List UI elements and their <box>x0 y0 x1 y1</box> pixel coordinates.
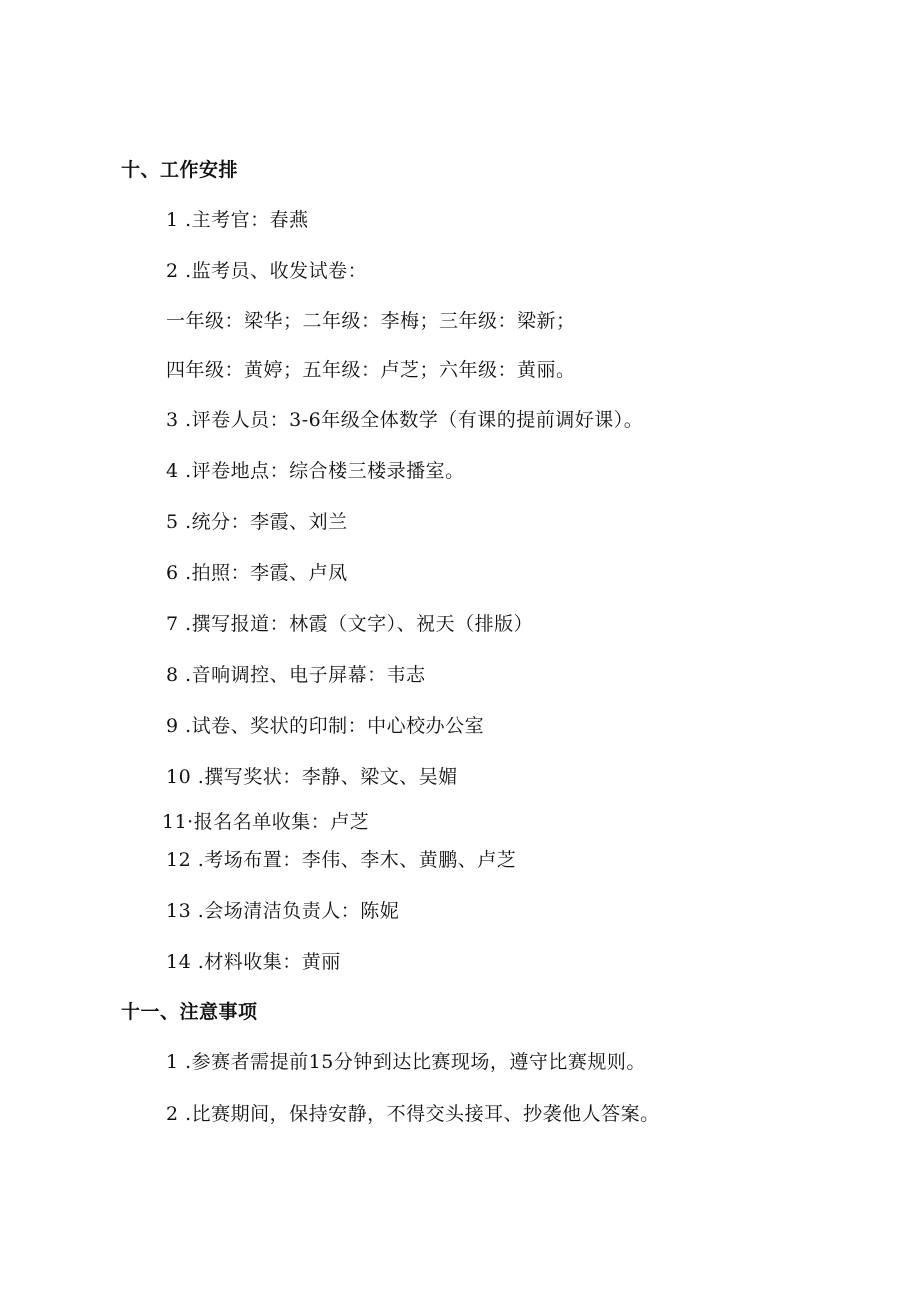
list-item-13: 13 .会场清洁负责人：陈妮 <box>166 900 400 922</box>
list-item-grades-1-3: 一年级：梁华；二年级：李梅；三年级：梁新； <box>166 310 576 332</box>
list-item-14: 14 .材料收集：黄丽 <box>166 951 341 973</box>
list-item-6: 6 .拍照：李霞、卢凤 <box>166 562 348 584</box>
section-11-heading: 十一、注意事项 <box>121 1001 258 1023</box>
list-item-8: 8 .音响调控、电子屏幕：韦志 <box>166 664 426 686</box>
notice-item-2: 2 .比赛期间，保持安静，不得交头接耳、抄袭他人答案。 <box>166 1103 660 1125</box>
list-item-2: 2 .监考员、收发试卷： <box>166 260 368 282</box>
list-item-11: 11·报名名单收集：卢芝 <box>162 811 370 833</box>
list-item-grades-4-6: 四年级：黄婷；五年级：卢芝；六年级：黄丽。 <box>166 359 576 381</box>
list-item-10: 10 .撰写奖状：李静、梁文、吴媚 <box>166 766 458 788</box>
list-item-3: 3 .评卷人员：3-6年级全体数学（有课的提前调好课）。 <box>166 409 644 431</box>
notice-item-1: 1 .参赛者需提前15分钟到达比赛现场，遵守比赛规则。 <box>166 1051 646 1073</box>
list-item-7: 7 .撰写报道：林霞（文字）、祝天（排版） <box>166 613 534 635</box>
list-item-1: 1 .主考官：春燕 <box>166 209 309 231</box>
section-10-heading: 十、工作安排 <box>121 159 239 181</box>
list-item-5: 5 .统分：李霞、刘兰 <box>166 511 348 533</box>
list-item-9: 9 .试卷、奖状的印制：中心校办公室 <box>166 715 485 737</box>
list-item-4: 4 .评卷地点：综合楼三楼录播室。 <box>166 460 465 482</box>
list-item-12: 12 .考场布置：李伟、李木、黄鹏、卢芝 <box>166 849 517 871</box>
